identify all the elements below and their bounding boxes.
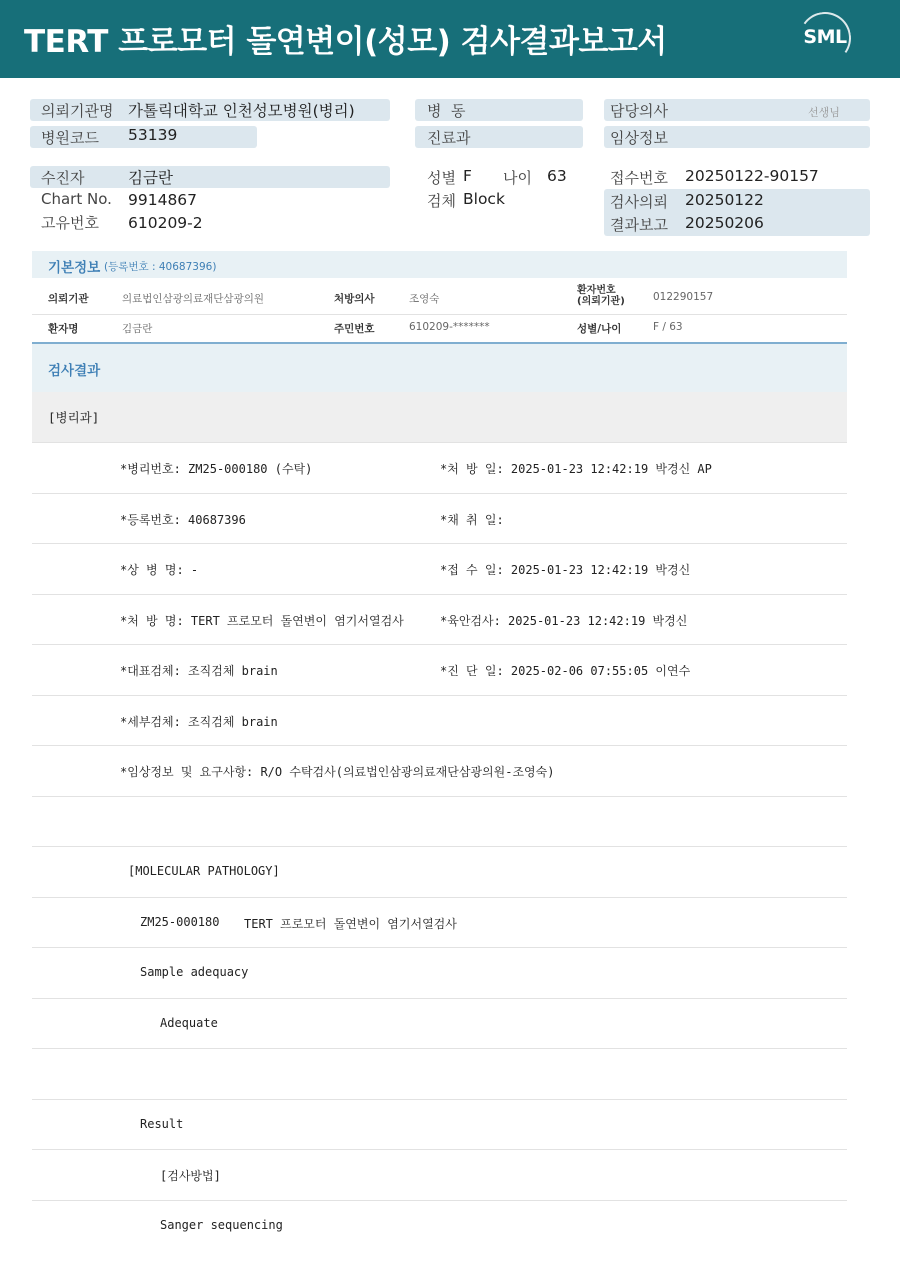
result-row: [32, 544, 847, 595]
result-right: *진 단 일: 2025-02-06 07:55:05 이연수: [440, 664, 691, 678]
result-row: [32, 443, 847, 494]
field-value: 610209-*******: [409, 321, 490, 333]
result-left: *임상정보 및 요구사항: R/O 수탁검사(의료법인삼광의료재단삼광의원-조영숙): [120, 765, 555, 779]
result-left: *처 방 명: TERT 프로모터 돌연변이 염기서열검사: [120, 613, 404, 628]
method-value: Sanger sequencing: [160, 1217, 283, 1232]
basic-info-title: 기본정보: [48, 260, 101, 276]
result-row: [32, 1150, 847, 1201]
result-right: *채 취 일:: [440, 512, 504, 527]
adequacy-value: Adequate: [160, 1015, 218, 1030]
result-row: [32, 696, 847, 747]
result-row: [32, 645, 847, 696]
result-left: *세부검체: 조직검체 brain: [120, 714, 278, 729]
report-label: 결과보고: [610, 216, 668, 234]
logo-text: SML: [803, 26, 847, 48]
result-row: [32, 595, 847, 646]
result-right: *처 방 일: 2025-01-23 12:42:19 박경신 AP: [440, 462, 712, 476]
results-section: [32, 342, 847, 1251]
dept-row: [32, 392, 847, 443]
age-value: 63: [547, 167, 567, 185]
age-label: 나이: [503, 169, 532, 187]
result-row: [32, 494, 847, 545]
receipt-value: 20250122-90157: [685, 167, 819, 185]
basic-info-reg: (등록번호 : 40687396): [104, 261, 217, 273]
institution-label: 의뢰기관명: [41, 102, 114, 120]
results-title: 검사결과: [48, 363, 101, 379]
result-left: *병리번호: ZM25-000180 (수탁): [120, 462, 313, 476]
basic-info-row: [32, 278, 847, 315]
test-name: TERT 프로모터 돌연변이 염기서열검사: [244, 916, 457, 931]
result-right: *접 수 일: 2025-01-23 12:42:19 박경신: [440, 563, 691, 577]
field-key-line: (의뢰기관): [577, 296, 625, 307]
field-key: [577, 285, 625, 307]
unique-value: 610209-2: [128, 214, 203, 232]
empty-row: [32, 797, 847, 848]
report-value: 20250206: [685, 214, 764, 232]
basic-info-row: [32, 315, 847, 342]
field-key: 주민번호: [334, 323, 375, 335]
result-row: [32, 847, 847, 898]
field-value: 012290157: [653, 291, 714, 303]
field-key: 성별/나이: [577, 323, 622, 335]
field-key: 처방의사: [334, 293, 375, 305]
receipt-label: 접수번호: [610, 169, 668, 187]
ward-label: 병 동: [427, 102, 466, 120]
field-value: 조영숙: [409, 293, 440, 305]
result-left: *등록번호: 40687396: [120, 512, 246, 527]
result-right: *육안검사: 2025-01-23 12:42:19 박경신: [440, 613, 688, 628]
doctor-label: 담당의사: [610, 102, 668, 120]
specimen-label: 검체: [427, 192, 456, 210]
request-label: 검사의뢰: [610, 193, 668, 211]
result-row: [32, 999, 847, 1050]
clinical-label: 임상정보: [610, 129, 668, 147]
request-value: 20250122: [685, 191, 764, 209]
dept-label: [병리과]: [48, 410, 100, 425]
adequacy-label: Sample adequacy: [140, 965, 249, 979]
basic-info: [32, 251, 847, 342]
unique-label: 고유번호: [41, 214, 99, 232]
patient-value: 김금란: [128, 169, 173, 187]
field-value: 김금란: [122, 323, 153, 335]
result-row: [32, 948, 847, 999]
molecular-header: [MOLECULAR PATHOLOGY]: [128, 864, 280, 878]
result-row: [32, 746, 847, 797]
result-left: *상 병 명: -: [120, 563, 199, 577]
report-header: [0, 0, 900, 78]
basic-info-header: [32, 251, 847, 278]
result-row: [32, 1201, 847, 1252]
patient-label: 수진자: [41, 169, 85, 187]
report-title: TERT 프로모터 돌연변이(성모) 검사결과보고서: [24, 24, 667, 60]
specimen-value: Block: [463, 190, 505, 208]
doctor-suffix: 선생님: [808, 106, 840, 119]
field-key: 의뢰기관: [48, 293, 89, 305]
institution-value: 가톨릭대학교 인천성모병원(병리): [128, 102, 355, 120]
field-value: 의료법인삼광의료재단삼광의원: [122, 293, 265, 305]
test-id: ZM25-000180: [140, 914, 220, 929]
sex-label: 성별: [427, 169, 456, 187]
chart-label: Chart No.: [41, 190, 112, 208]
empty-row: [32, 1049, 847, 1100]
hospital-code-value: 53139: [128, 126, 178, 144]
result-row: [32, 1100, 847, 1151]
field-value: F / 63: [653, 321, 683, 333]
sex-value: F: [463, 167, 472, 185]
hospital-code-label: 병원코드: [41, 129, 99, 147]
dept-label: 진료과: [427, 129, 471, 147]
field-key-line: 환자번호: [577, 285, 616, 296]
field-key: 환자명: [48, 323, 79, 335]
chart-value: 9914867: [128, 191, 198, 209]
result-label: Result: [140, 1116, 184, 1131]
sml-logo-icon: [797, 12, 853, 64]
method-label: [검사방법]: [160, 1169, 221, 1183]
result-row: [32, 898, 847, 949]
result-left: *대표검체: 조직검체 brain: [120, 664, 278, 678]
results-header: [32, 342, 847, 392]
